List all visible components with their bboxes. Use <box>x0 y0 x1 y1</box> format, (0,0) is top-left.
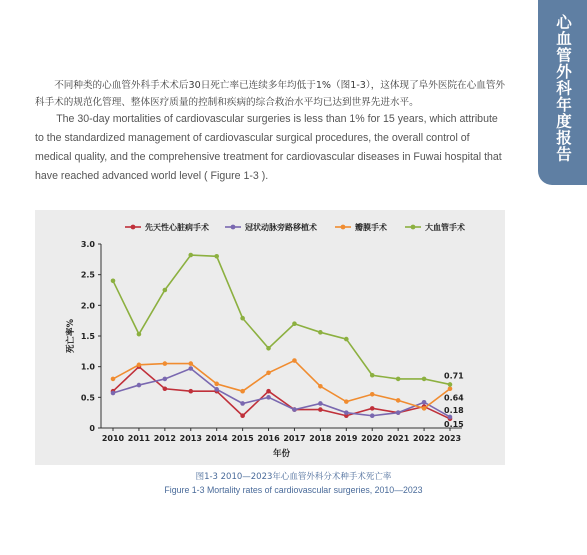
data-point <box>448 382 453 387</box>
data-point <box>188 366 193 371</box>
data-point <box>318 401 323 406</box>
data-point <box>292 407 297 412</box>
y-tick-label: 1.0 <box>80 362 95 372</box>
y-tick-label: 0 <box>89 424 95 433</box>
y-tick-label: 2.5 <box>80 270 95 280</box>
data-label: 0.18 <box>444 405 464 415</box>
x-tick-label: 2010 <box>101 434 125 443</box>
data-point <box>111 279 116 284</box>
y-axis-title: 死亡率% <box>66 318 76 354</box>
x-tick-label: 2019 <box>335 434 358 443</box>
data-point <box>240 389 245 394</box>
data-point <box>448 386 453 391</box>
legend-label: 大血管手术 <box>425 223 465 232</box>
y-tick-label: 0.5 <box>80 393 95 403</box>
data-point <box>448 415 453 420</box>
x-tick-label: 2016 <box>257 434 280 443</box>
data-point <box>292 321 297 326</box>
data-point <box>292 358 297 363</box>
data-point <box>370 413 375 418</box>
paragraph-chinese: 不同种类的心血管外科手术术后30日死亡率已连续多年均低于1%（图1-3），这体现了阜外医院在心血管外科手术的规范化管理、整体医疗质量的控制和疾病的综合救治水平均已达到世界先进水平。 <box>35 80 506 108</box>
data-label: 0.15 <box>444 419 464 429</box>
legend-marker <box>131 225 136 230</box>
data-point <box>266 371 271 376</box>
data-point <box>137 363 142 368</box>
data-point <box>188 361 193 366</box>
x-tick-label: 2021 <box>387 434 410 443</box>
legend-label: 先天性心脏病手术 <box>145 223 209 232</box>
x-axis-title: 年份 <box>272 449 291 459</box>
data-point <box>214 387 219 392</box>
data-point <box>163 377 168 382</box>
data-point <box>240 401 245 406</box>
data-point <box>318 330 323 335</box>
paragraph-english: The 30-day mortalities of cardiovascular surgeries is less than 1% for 15 years, which attribute to the standardized management of cardiovascular surgical procedures, the overall control of medical quality, and the comprehensive treatment for cardiovascular diseases in Fuwai hospital that have reached advanced world level ( Figure 1-3 ). <box>35 113 502 182</box>
x-tick-label: 2011 <box>127 434 151 443</box>
legend-marker <box>411 225 416 230</box>
side-tab-title: 心血管外科年度报告2023 <box>505 14 572 163</box>
data-point <box>111 377 116 382</box>
x-tick-label: 2012 <box>153 434 176 443</box>
data-point <box>266 346 271 351</box>
figure-caption-english: Figure 1-3 Mortality rates of cardiovascular surgeries, 2010—2023 <box>164 485 423 495</box>
data-point <box>370 406 375 411</box>
legend-marker <box>231 225 236 230</box>
data-point <box>188 389 193 394</box>
legend-marker <box>341 225 346 230</box>
data-label: 0.71 <box>444 371 464 381</box>
data-point <box>370 373 375 378</box>
data-point <box>318 407 323 412</box>
legend-label: 瓣膜手术 <box>355 223 387 232</box>
x-tick-label: 2017 <box>283 434 306 443</box>
data-point <box>318 384 323 389</box>
data-point <box>344 337 349 342</box>
mortality-line-chart <box>35 210 505 465</box>
data-point <box>422 400 427 405</box>
legend-label: 冠状动脉旁路移植术 <box>245 223 317 232</box>
data-point <box>188 253 193 258</box>
data-point <box>266 389 271 394</box>
y-tick-label: 1.5 <box>80 332 95 341</box>
data-point <box>214 382 219 387</box>
data-label: 0.64 <box>444 393 464 403</box>
data-point <box>214 254 219 259</box>
figure-caption-chinese: 图1-3 2010—2023年心血管外科分术种手术死亡率 <box>195 472 392 482</box>
data-point <box>422 377 427 382</box>
x-tick-label: 2015 <box>231 434 254 443</box>
x-tick-label: 2020 <box>361 434 384 443</box>
data-point <box>163 386 168 391</box>
data-point <box>137 332 142 337</box>
data-point <box>111 391 116 396</box>
data-point <box>396 377 401 382</box>
data-point <box>370 392 375 397</box>
x-tick-label: 2022 <box>412 434 436 443</box>
data-point <box>396 410 401 415</box>
data-point <box>422 406 427 411</box>
data-point <box>344 399 349 404</box>
x-tick-label: 2018 <box>309 434 332 443</box>
series-line-2 <box>113 369 450 417</box>
data-point <box>240 413 245 418</box>
data-point <box>266 395 271 400</box>
side-tab <box>505 0 587 185</box>
y-tick-label: 3.0 <box>80 240 95 249</box>
x-tick-label: 2013 <box>179 434 202 443</box>
x-tick-label: 2014 <box>205 434 228 443</box>
data-point <box>240 316 245 321</box>
data-point <box>137 383 142 388</box>
y-tick-label: 2.0 <box>80 301 95 311</box>
chart-panel <box>35 210 505 465</box>
data-point <box>163 288 168 293</box>
data-point <box>163 361 168 366</box>
data-point <box>396 398 401 403</box>
data-point <box>344 410 349 415</box>
x-tick-label: 2023 <box>438 434 462 443</box>
